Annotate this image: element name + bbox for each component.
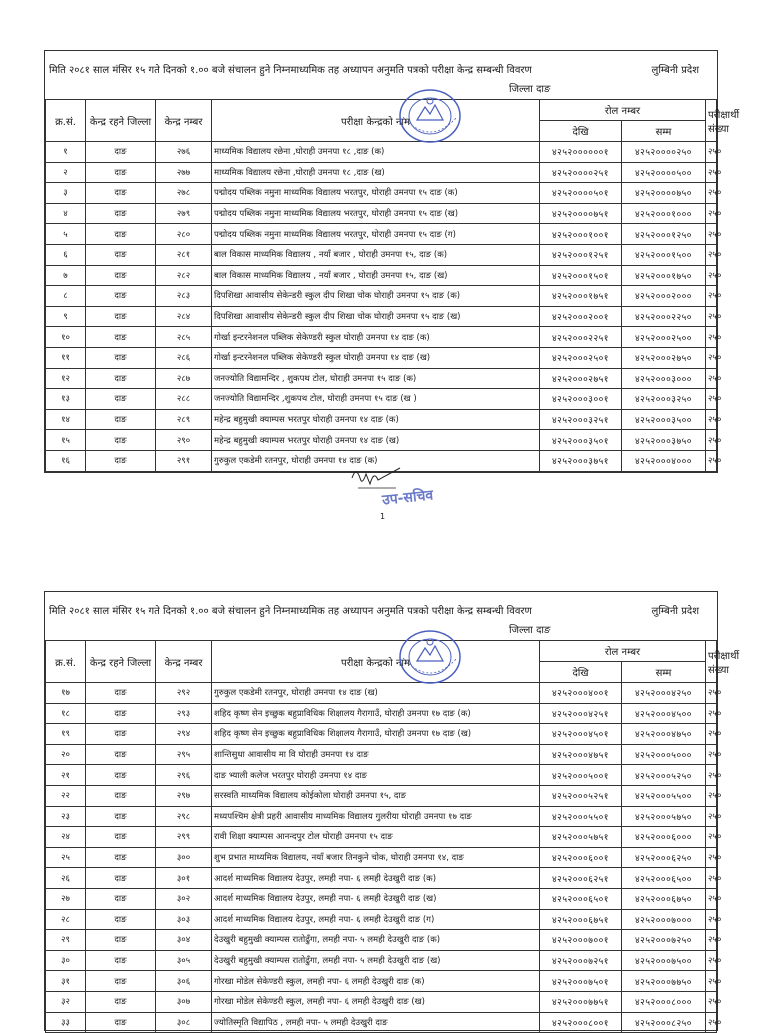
- col-center-name: परीक्षा केन्द्रको नाम: [212, 100, 540, 142]
- cell-center-no: ३०७: [156, 991, 212, 1012]
- cell-center-name: जनज्योति विद्यामन्दिर ,शुकपथ टोल, घोराही उमनपा १५ दाङ (ख ): [212, 389, 540, 410]
- cell-sn: १८: [46, 703, 86, 724]
- table-row: [46, 183, 717, 204]
- cell-examinees: २५०: [706, 888, 717, 909]
- cell-roll-to: ४२५२०००७५००: [622, 950, 706, 971]
- cell-center-no: २९०: [156, 430, 212, 451]
- cell-roll-from: ४२५२०००२७५१: [540, 368, 622, 389]
- cell-roll-from: ४२५२०००२००१: [540, 306, 622, 327]
- cell-roll-to: ४२५२०००१०००: [622, 203, 706, 224]
- cell-roll-from: ४२५२०००६५०१: [540, 888, 622, 909]
- col-district: केन्द्र रहने जिल्ला: [86, 100, 156, 142]
- cell-sn: ११: [46, 347, 86, 368]
- cell-district: दाङ: [86, 450, 156, 471]
- cell-center-no: ३०३: [156, 909, 212, 930]
- table-row: [46, 203, 717, 224]
- cell-center-no: २९९: [156, 827, 212, 848]
- cell-sn: ६: [46, 244, 86, 265]
- cell-examinees: २५०: [706, 450, 717, 471]
- cell-center-name: महेन्द्र बहुमुखी क्याम्पस भरतपुर घोराही उमनपा १४ दाङ (क): [212, 409, 540, 430]
- table-row: [46, 1012, 717, 1033]
- cell-roll-to: ४२५२०००३७५०: [622, 430, 706, 451]
- cell-center-no: २९२: [156, 683, 212, 704]
- cell-roll-to: ४२५२०००७७५०: [622, 971, 706, 992]
- cell-roll-from: ४२५२०००५००१: [540, 765, 622, 786]
- cell-sn: २७: [46, 888, 86, 909]
- cell-center-name: बाल विकास माध्यमिक विद्यालय , नयाँ बजार , घोराही उमनपा १५, दाङ (क): [212, 244, 540, 265]
- cell-center-name: रावी शिक्षा क्याम्पस आनन्दपुर टोल घोराही उमनपा १५ दाङ: [212, 827, 540, 848]
- cell-roll-to: ४२५२०००५०००: [622, 744, 706, 765]
- col-center-name: परीक्षा केन्द्रको नाम: [212, 641, 540, 683]
- cell-center-name: शहिद कृष्ण सेन इच्छुक बहुप्राविधिक शिक्षालय गैरागाउँ, घोराही उमनपा १७ दाङ (ख): [212, 724, 540, 745]
- seal-stamp-icon: [397, 628, 463, 686]
- col-district: केन्द्र रहने जिल्ला: [86, 641, 156, 683]
- table-row: [46, 744, 717, 765]
- cell-roll-from: ४२५२०००३५०१: [540, 430, 622, 451]
- cell-roll-from: ४२५२०००१५०१: [540, 265, 622, 286]
- cell-district: दाङ: [86, 203, 156, 224]
- cell-sn: २१: [46, 765, 86, 786]
- cell-center-name: शान्तिसुधा आवासीय मा वि घोराही उमनपा १४ दाङ: [212, 744, 540, 765]
- cell-sn: २३: [46, 806, 86, 827]
- cell-sn: १५: [46, 430, 86, 451]
- cell-district: दाङ: [86, 306, 156, 327]
- cell-center-name: ज्योतिस्मृति विद्यापिठ , लमही नपा- ५ लमही देउखुरी दाङ: [212, 1012, 540, 1033]
- cell-roll-to: ४२५२०००२५००: [622, 327, 706, 348]
- district-label: जिल्ला दाङ: [509, 84, 551, 95]
- cell-roll-from: ४२५२००००००१: [540, 142, 622, 163]
- table-row: [46, 286, 717, 307]
- table-row: [46, 950, 717, 971]
- cell-roll-to: ४२५२०००१२५०: [622, 224, 706, 245]
- cell-roll-to: ४२५२०००८२५०: [622, 1012, 706, 1033]
- cell-roll-from: ४२५२०००४५०१: [540, 724, 622, 745]
- cell-district: दाङ: [86, 703, 156, 724]
- cell-district: दाङ: [86, 868, 156, 889]
- cell-center-no: २८४: [156, 306, 212, 327]
- cell-district: दाङ: [86, 724, 156, 745]
- cell-center-name: सरस्वति माध्यमिक विद्यालय कोईकोला घोराही उमनपा १५, दाङ: [212, 785, 540, 806]
- cell-center-no: ३०१: [156, 868, 212, 889]
- cell-sn: २९: [46, 930, 86, 951]
- cell-center-no: २९७: [156, 785, 212, 806]
- cell-sn: २: [46, 162, 86, 183]
- col-roll-to: सम्म: [622, 662, 706, 683]
- sheet-header-2: [45, 592, 717, 641]
- cell-district: दाङ: [86, 827, 156, 848]
- cell-sn: १९: [46, 724, 86, 745]
- table-row: [46, 347, 717, 368]
- col-roll-from: देखि: [540, 121, 622, 142]
- cell-center-no: ३०४: [156, 930, 212, 951]
- cell-district: दाङ: [86, 327, 156, 348]
- cell-roll-to: ४२५२०००६२५०: [622, 847, 706, 868]
- cell-district: दाङ: [86, 909, 156, 930]
- col-center-no: केन्द्र नम्बर: [156, 100, 212, 142]
- cell-sn: ५: [46, 224, 86, 245]
- cell-roll-from: ४२५२०००५७५१: [540, 827, 622, 848]
- cell-roll-from: ४२५२०००३७५१: [540, 450, 622, 471]
- cell-examinees: २५०: [706, 744, 717, 765]
- cell-district: दाङ: [86, 409, 156, 430]
- sheet-title: मिति २०८१ साल मंसिर १५ गते दिनको १.०० बजे संचालन हुने निम्नमाध्यमिक तह अध्यापन अनुमति पत्रको परीक्षा केन्द्र सम्बन्धी विवरण: [49, 65, 532, 76]
- cell-sn: ८: [46, 286, 86, 307]
- col-examinees: परीक्षार्थी संख्या: [706, 100, 717, 142]
- table-row: [46, 785, 717, 806]
- cell-examinees: २५०: [706, 327, 717, 348]
- cell-center-no: २९१: [156, 450, 212, 471]
- cell-district: दाङ: [86, 162, 156, 183]
- table-row: [46, 430, 717, 451]
- cell-center-no: ३०२: [156, 888, 212, 909]
- cell-district: दाङ: [86, 183, 156, 204]
- cell-roll-from: ४२५२०००१००१: [540, 224, 622, 245]
- cell-roll-from: ४२५२०००६७५१: [540, 909, 622, 930]
- table-row: [46, 765, 717, 786]
- cell-examinees: २५०: [706, 162, 717, 183]
- table-row: [46, 368, 717, 389]
- cell-center-no: २८६: [156, 347, 212, 368]
- cell-roll-from: ४२५२०००३००१: [540, 389, 622, 410]
- cell-examinees: २५०: [706, 683, 717, 704]
- table-row: [46, 971, 717, 992]
- cell-roll-to: ४२५२०००५७५०: [622, 806, 706, 827]
- cell-roll-to: ४२५२०००५५००: [622, 785, 706, 806]
- col-examinees: परीक्षार्थी संख्या: [706, 641, 717, 683]
- cell-district: दाङ: [86, 765, 156, 786]
- cell-sn: १२: [46, 368, 86, 389]
- cell-sn: २८: [46, 909, 86, 930]
- cell-examinees: २५०: [706, 950, 717, 971]
- cell-sn: ३१: [46, 971, 86, 992]
- cell-roll-from: ४२५२०००८००१: [540, 1012, 622, 1033]
- cell-examinees: २५०: [706, 347, 717, 368]
- cell-examinees: २५०: [706, 806, 717, 827]
- deputy-secretary-stamp: उप-सचिव: [381, 487, 434, 509]
- table-row: [46, 847, 717, 868]
- cell-roll-to: ४२५२०००५२५०: [622, 765, 706, 786]
- cell-center-no: २८९: [156, 409, 212, 430]
- cell-district: दाङ: [86, 142, 156, 163]
- cell-center-no: २७६: [156, 142, 212, 163]
- cell-sn: १६: [46, 450, 86, 471]
- cell-center-name: देउखुरी बहुमुखी क्याम्पस रातोढुँगा, लमही नपा- ५ लमही देउखुरी दाङ (क): [212, 930, 540, 951]
- cell-roll-from: ४२५२०००७७५१: [540, 991, 622, 1012]
- cell-examinees: २५०: [706, 265, 717, 286]
- cell-examinees: २५०: [706, 991, 717, 1012]
- cell-center-no: २८३: [156, 286, 212, 307]
- table-row: [46, 327, 717, 348]
- table-row: [46, 389, 717, 410]
- table-row: [46, 868, 717, 889]
- cell-examinees: २५०: [706, 909, 717, 930]
- cell-examinees: २५०: [706, 765, 717, 786]
- cell-district: दाङ: [86, 244, 156, 265]
- cell-roll-from: ४२५२०००६२५१: [540, 868, 622, 889]
- cell-examinees: २५०: [706, 183, 717, 204]
- table-row: [46, 409, 717, 430]
- cell-district: दाङ: [86, 389, 156, 410]
- cell-center-name: माध्यमिक विद्यालय रछेना ,घोराही उमनपा १८ ,दाङ (क): [212, 142, 540, 163]
- cell-roll-from: ४२५२०००१२५१: [540, 244, 622, 265]
- cell-roll-from: ४२५२०००२५०१: [540, 347, 622, 368]
- cell-examinees: २५०: [706, 1012, 717, 1033]
- cell-roll-to: ४२५२००००५००: [622, 162, 706, 183]
- cell-roll-to: ४२५२०००४५००: [622, 703, 706, 724]
- cell-roll-to: ४२५२०००७२५०: [622, 930, 706, 951]
- cell-sn: ३०: [46, 950, 86, 971]
- cell-center-no: ३०६: [156, 971, 212, 992]
- cell-center-no: ३०५: [156, 950, 212, 971]
- cell-center-name: दिपशिखा आवासीय सेकेन्डरी स्कुल दीप शिखा चोक घोराही उमनपा १५ दाङ (क): [212, 286, 540, 307]
- cell-roll-from: ४२५२०००२२५१: [540, 327, 622, 348]
- table-row: [46, 930, 717, 951]
- cell-center-name: देउखुरी बहुमुखी क्याम्पस रातोढुँगा, लमही नपा- ५ लमही देउखुरी दाङ (ख): [212, 950, 540, 971]
- seal-stamp-icon: [397, 87, 463, 145]
- page-number: 1: [380, 512, 386, 521]
- cell-sn: १४: [46, 409, 86, 430]
- cell-roll-to: ४२५२०००८०००: [622, 991, 706, 1012]
- cell-roll-to: ४२५२०००६०००: [622, 827, 706, 848]
- cell-district: दाङ: [86, 991, 156, 1012]
- table-row: [46, 724, 717, 745]
- col-sn: क्र.सं.: [46, 100, 86, 142]
- cell-sn: ३: [46, 183, 86, 204]
- cell-roll-to: ४२५२०००३०००: [622, 368, 706, 389]
- cell-roll-from: ४२५२०००५५०१: [540, 806, 622, 827]
- table-row: [46, 703, 717, 724]
- cell-roll-to: ४२५२०००२७५०: [622, 347, 706, 368]
- cell-center-no: २८७: [156, 368, 212, 389]
- cell-center-name: पद्मोदय पब्लिक नमुना माध्यमिक विद्यालय भरतपुर, घोराही उमनपा १५ दाङ (ग): [212, 224, 540, 245]
- cell-sn: १०: [46, 327, 86, 348]
- col-roll-to: सम्म: [622, 121, 706, 142]
- cell-center-no: २८८: [156, 389, 212, 410]
- province-label: लुम्बिनी प्रदेश: [651, 65, 699, 76]
- table-body-2: [46, 683, 722, 1033]
- cell-sn: ७: [46, 265, 86, 286]
- table-row: [46, 244, 717, 265]
- cell-roll-from: ४२५२०००४७५१: [540, 744, 622, 765]
- cell-examinees: २५०: [706, 868, 717, 889]
- table-row: [46, 162, 717, 183]
- cell-district: दाङ: [86, 1012, 156, 1033]
- cell-center-no: २८५: [156, 327, 212, 348]
- cell-roll-to: ४२५२०००३२५०: [622, 389, 706, 410]
- cell-sn: १३: [46, 389, 86, 410]
- exam-center-sheet-2: [44, 591, 740, 1031]
- cell-center-name: आदर्श माध्यमिक विद्यालय देउपुर, लमही नपा- ६ लमही देउखुरी दाङ (ग): [212, 909, 540, 930]
- cell-district: दाङ: [86, 368, 156, 389]
- cell-center-name: बाल विकास माध्यमिक विद्यालय , नयाँ बजार , घोराही उमनपा १५, दाङ (ख): [212, 265, 540, 286]
- cell-examinees: २५०: [706, 827, 717, 848]
- cell-center-name: पद्मोदय पब्लिक नमुना माध्यमिक विद्यालय भरतपुर, घोराही उमनपा १५ दाङ (ख): [212, 203, 540, 224]
- table-row: [46, 306, 717, 327]
- cell-center-name: माध्यमिक विद्यालय रछेना ,घोराही उमनपा १८ ,दाङ (ख): [212, 162, 540, 183]
- cell-roll-to: ४२५२०००१५००: [622, 244, 706, 265]
- cell-sn: १७: [46, 683, 86, 704]
- cell-center-name: आदर्श माध्यमिक विद्यालय देउपुर, लमही नपा- ६ लमही देउखुरी दाङ (क): [212, 868, 540, 889]
- cell-center-name: गुरुकुल एकडेमी रतनपुर, घोराही उमनपा १४ दाङ (ख): [212, 683, 540, 704]
- table-row: [46, 142, 717, 163]
- table-row: [46, 827, 717, 848]
- cell-examinees: २५०: [706, 785, 717, 806]
- table-row: [46, 806, 717, 827]
- cell-center-no: ३०८: [156, 1012, 212, 1033]
- cell-roll-to: ४२५२००००२५०: [622, 142, 706, 163]
- cell-roll-to: ४२५२०००२०००: [622, 286, 706, 307]
- cell-roll-from: ४२५२०००४००१: [540, 683, 622, 704]
- cell-center-no: २९६: [156, 765, 212, 786]
- cell-center-name: महेन्द्र बहुमुखी क्याम्पस भरतपुर घोराही उमनपा १४ दाङ (ख): [212, 430, 540, 451]
- cell-sn: २०: [46, 744, 86, 765]
- cell-examinees: २५०: [706, 203, 717, 224]
- exam-center-table-1: [45, 100, 740, 472]
- cell-roll-to: ४२५२०००२२५०: [622, 306, 706, 327]
- cell-center-name: गोर्खा इन्टरनेशनल पब्लिक सेकेण्डरी स्कुल घोराही उमनपा १४ दाङ (ख): [212, 347, 540, 368]
- cell-sn: ४: [46, 203, 86, 224]
- cell-examinees: २५०: [706, 703, 717, 724]
- cell-district: दाङ: [86, 224, 156, 245]
- cell-center-name: गोरखा मोडेल सेकेण्डरी स्कुल, लमही नपा- ६ लमही देउखुरी दाङ (क): [212, 971, 540, 992]
- cell-center-name: पद्मोदय पब्लिक नमुना माध्यमिक विद्यालय भरतपुर, घोराही उमनपा १५ दाङ (क): [212, 183, 540, 204]
- cell-examinees: २५०: [706, 724, 717, 745]
- cell-district: दाङ: [86, 785, 156, 806]
- cell-roll-to: ४२५२०००४७५०: [622, 724, 706, 745]
- cell-district: दाङ: [86, 286, 156, 307]
- cell-sn: ९: [46, 306, 86, 327]
- cell-center-name: मध्यपश्चिम क्षेत्री प्रहरी आवासीय माध्यमिक विद्यालय गुलरीया घोराही उमनपा १७ दाङ: [212, 806, 540, 827]
- cell-district: दाङ: [86, 430, 156, 451]
- cell-district: दाङ: [86, 847, 156, 868]
- table-row: [46, 683, 717, 704]
- cell-center-name: शुभ प्रभात माध्यमिक विद्यालय, नयाँ बजार तिनकुने चोक, घोराही उमनपा १४, दाङ: [212, 847, 540, 868]
- table-body-1: [46, 142, 722, 472]
- cell-center-name: दाङ भ्याली कलेज भरतपुर घोराही उमनपा १४ दाङ: [212, 765, 540, 786]
- sheet-title-2: मिति २०८१ साल मंसिर १५ गते दिनको १.०० बजे संचालन हुने निम्नमाध्यमिक तह अध्यापन अनुमति पत्रको परीक्षा केन्द्र सम्बन्धी विवरण: [49, 606, 532, 617]
- cell-center-no: २९५: [156, 744, 212, 765]
- cell-center-name: गोर्खा इन्टरनेशनल पब्लिक सेकेण्डरी स्कुल घोराही उमनपा १४ दाङ (क): [212, 327, 540, 348]
- col-center-no: केन्द्र नम्बर: [156, 641, 212, 683]
- table-row: [46, 224, 717, 245]
- cell-center-name: शहिद कृष्ण सेन इच्छुक बहुप्राविधिक शिक्षालय गैरागाउँ, घोराही उमनपा १७ दाङ (क): [212, 703, 540, 724]
- cell-district: दाङ: [86, 806, 156, 827]
- cell-sn: २२: [46, 785, 86, 806]
- cell-district: दाङ: [86, 744, 156, 765]
- cell-center-no: २७९: [156, 203, 212, 224]
- cell-district: दाङ: [86, 347, 156, 368]
- cell-roll-to: ४२५२०००३५००: [622, 409, 706, 430]
- cell-roll-from: ४२५२०००१७५१: [540, 286, 622, 307]
- cell-examinees: २५०: [706, 409, 717, 430]
- cell-center-no: २७८: [156, 183, 212, 204]
- cell-roll-from: ४२५२०००७००१: [540, 930, 622, 951]
- cell-center-no: २९८: [156, 806, 212, 827]
- cell-center-no: २८२: [156, 265, 212, 286]
- cell-center-name: आदर्श माध्यमिक विद्यालय देउपुर, लमही नपा- ६ लमही देउखुरी दाङ (ख): [212, 888, 540, 909]
- col-roll: रोल नम्बर: [540, 100, 706, 121]
- cell-center-no: ३००: [156, 847, 212, 868]
- cell-sn: १: [46, 142, 86, 163]
- cell-examinees: २५०: [706, 930, 717, 951]
- cell-district: दाङ: [86, 930, 156, 951]
- cell-roll-to: ४२५२०००६७५०: [622, 888, 706, 909]
- col-sn: क्र.सं.: [46, 641, 86, 683]
- table-row: [46, 991, 717, 1012]
- cell-examinees: २५०: [706, 286, 717, 307]
- cell-center-no: २८०: [156, 224, 212, 245]
- table-row: [46, 909, 717, 930]
- cell-sn: ३३: [46, 1012, 86, 1033]
- cell-district: दाङ: [86, 971, 156, 992]
- cell-examinees: २५०: [706, 224, 717, 245]
- cell-examinees: २५०: [706, 306, 717, 327]
- district-label-2: जिल्ला दाङ: [509, 625, 551, 636]
- table-row: [46, 888, 717, 909]
- cell-roll-to: ४२५२०००१७५०: [622, 265, 706, 286]
- exam-center-sheet-1: [44, 50, 740, 473]
- cell-sn: २५: [46, 847, 86, 868]
- cell-center-name: गोरखा मोडेल सेकेण्डरी स्कुल, लमही नपा- ६ लमही देउखुरी दाङ (ख): [212, 991, 540, 1012]
- col-roll: रोल नम्बर: [540, 641, 706, 662]
- cell-district: दाङ: [86, 950, 156, 971]
- cell-district: दाङ: [86, 265, 156, 286]
- cell-center-no: २९३: [156, 703, 212, 724]
- cell-roll-to: ४२५२००००७५०: [622, 183, 706, 204]
- cell-district: दाङ: [86, 683, 156, 704]
- table-row: [46, 265, 717, 286]
- cell-roll-from: ४२५२०००४२५१: [540, 703, 622, 724]
- sheet-header: [45, 51, 717, 100]
- cell-roll-from: ४२५२०००७२५१: [540, 950, 622, 971]
- cell-examinees: २५०: [706, 368, 717, 389]
- cell-center-name: जनज्योति विद्यामन्दिर , शुकपथ टोल, घोराही उमनपा १५ दाङ (क): [212, 368, 540, 389]
- cell-roll-from: ४२५२०००३२५१: [540, 409, 622, 430]
- cell-roll-to: ४२५२०००६५००: [622, 868, 706, 889]
- cell-roll-from: ४२५२०००७५०१: [540, 971, 622, 992]
- cell-center-no: २९४: [156, 724, 212, 745]
- cell-examinees: २५०: [706, 389, 717, 410]
- cell-sn: २४: [46, 827, 86, 848]
- cell-center-name: दिपशिखा आवासीय सेकेन्डरी स्कुल दीप शिखा चोक घोराही उमनपा १५ दाङ (ख): [212, 306, 540, 327]
- cell-examinees: २५०: [706, 142, 717, 163]
- cell-roll-to: ४२५२०००४२५०: [622, 683, 706, 704]
- cell-sn: ३२: [46, 991, 86, 1012]
- cell-sn: २६: [46, 868, 86, 889]
- cell-roll-to: ४२५२०००४०००: [622, 450, 706, 471]
- cell-center-no: २७७: [156, 162, 212, 183]
- cell-roll-to: ४२५२०००७०००: [622, 909, 706, 930]
- cell-examinees: २५०: [706, 847, 717, 868]
- cell-roll-from: ४२५२००००५०१: [540, 183, 622, 204]
- cell-examinees: २५०: [706, 430, 717, 451]
- cell-roll-from: ४२५२०००६००१: [540, 847, 622, 868]
- cell-roll-from: ४२५२००००७५१: [540, 203, 622, 224]
- cell-examinees: २५०: [706, 244, 717, 265]
- col-roll-from: देखि: [540, 662, 622, 683]
- cell-center-name: गुरुकुल एकडेमी रतनपुर, घोराही उमनपा १४ दाङ (क): [212, 450, 540, 471]
- cell-roll-from: ४२५२०००५२५१: [540, 785, 622, 806]
- province-label-2: लुम्बिनी प्रदेश: [651, 606, 699, 617]
- cell-center-no: २८१: [156, 244, 212, 265]
- cell-roll-from: ४२५२००००२५१: [540, 162, 622, 183]
- cell-district: दाङ: [86, 888, 156, 909]
- cell-examinees: २५०: [706, 971, 717, 992]
- exam-center-table-2: [45, 641, 740, 1033]
